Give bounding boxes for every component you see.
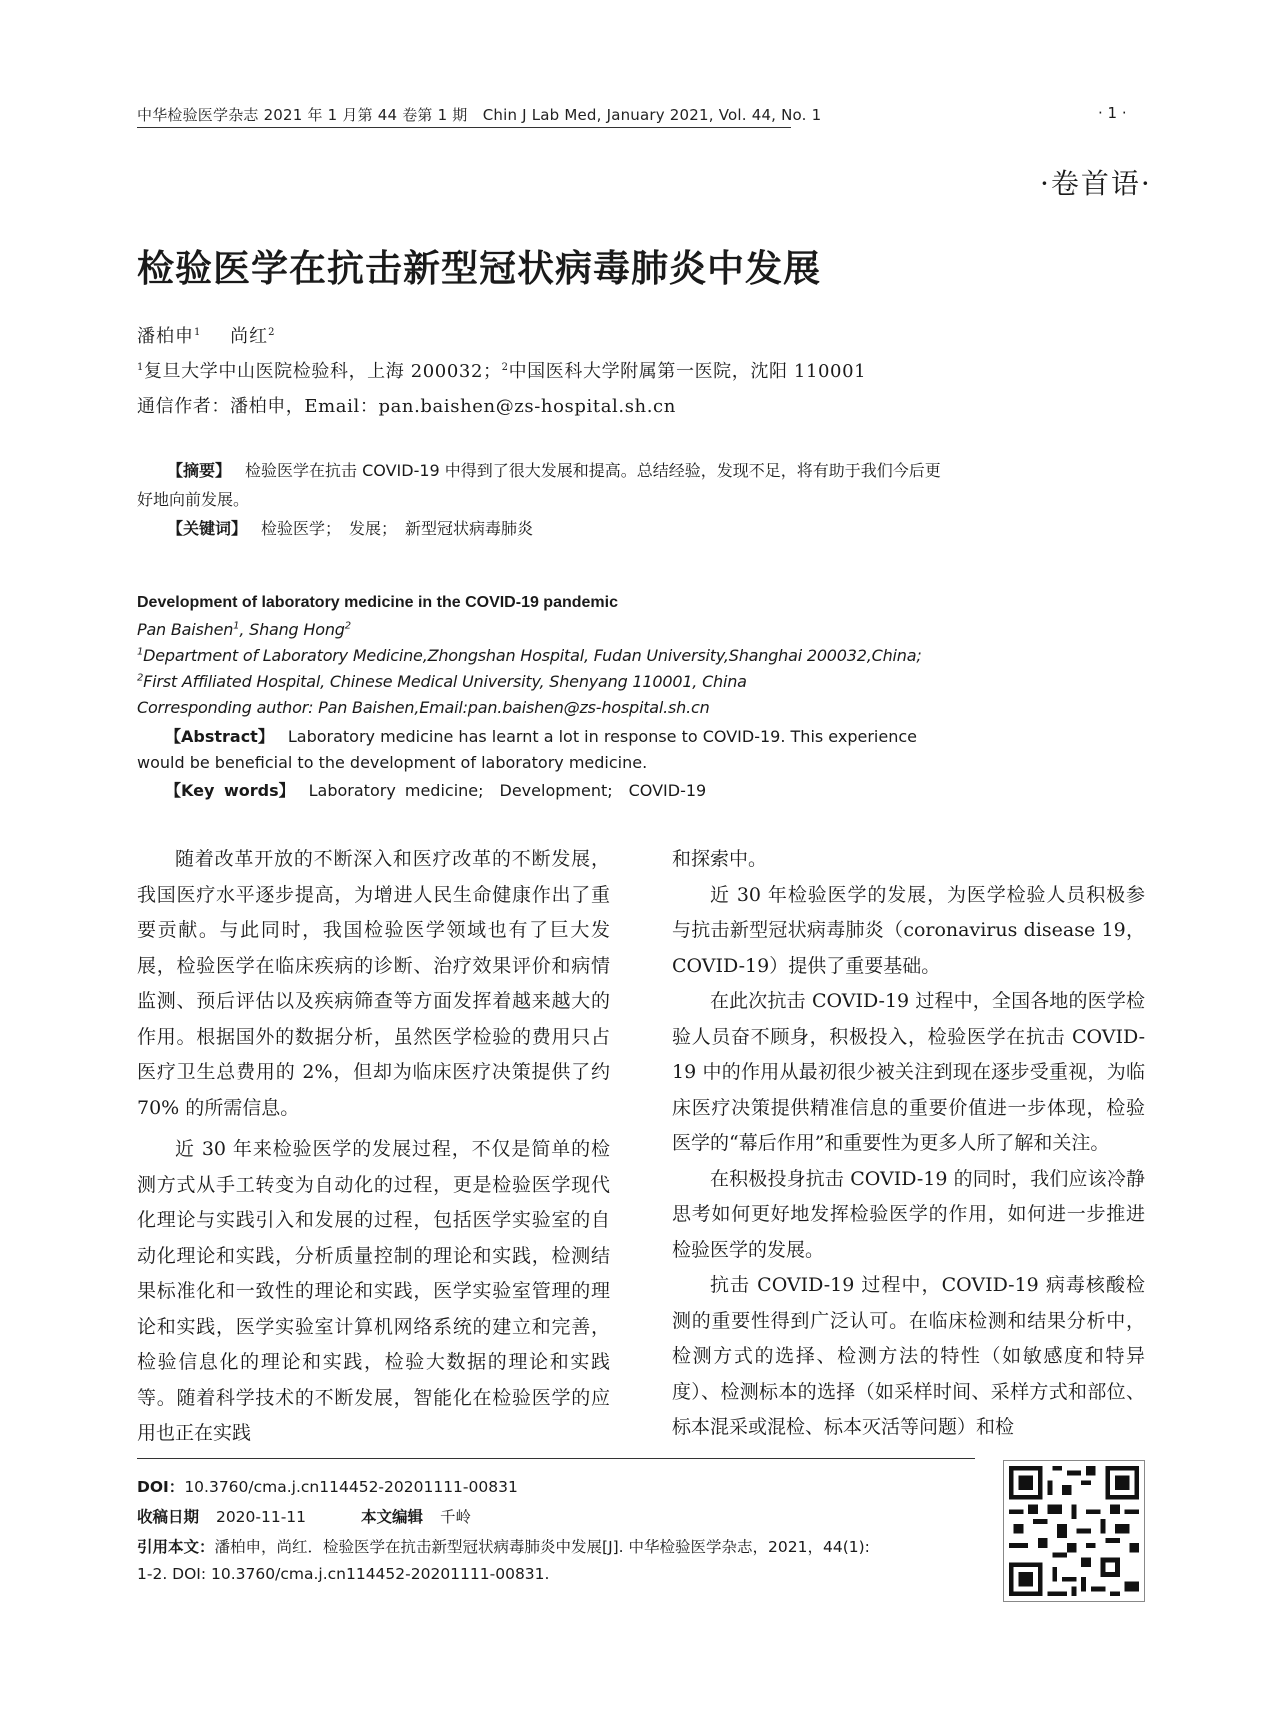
body-column-left (137, 842, 610, 1452)
citation-line-2: 1-2. DOI: 10.3760/cma.j.cn114452-20201111-00831. (137, 1565, 550, 1583)
author-affil-mark: 2 (268, 327, 276, 338)
english-title: Development of laboratory medicine in the COVID-19 pandemic (137, 594, 618, 611)
doi-label: DOI： (137, 1478, 185, 1496)
footnote-rule (137, 1458, 975, 1459)
affil-mark: 2 (501, 362, 509, 373)
english-authors (137, 620, 351, 639)
abstract-text: 检验医学在抗击 COVID-19 中得到了很大发展和提高。总结经验，发现不足，将有助于我们今后更好地向前发展。 (137, 461, 941, 509)
body-paragraph: 在积极投身抗击 COVID-19 的同时，我们应该冷静思考如何更好地发挥检验医学的作用，如何进一步推进检验医学的发展。 (672, 1167, 1145, 1261)
english-corresponding: Corresponding author: Pan Baishen,Email:pan.baishen@zs-hospital.sh.cn (137, 698, 710, 717)
keywords-text: Laboratory medicine; Development; COVID-19 (308, 781, 707, 800)
english-affiliation-2 (137, 672, 747, 691)
received-line (137, 1505, 471, 1527)
author-list (137, 322, 275, 348)
corresponding-author: 通信作者：潘柏申，Email：pan.baishen@zs-hospital.sh.cn (137, 396, 676, 417)
citation-line-1 (137, 1535, 870, 1557)
english-keywords (165, 778, 706, 801)
abstract-label: 【Abstract】 (165, 727, 274, 746)
journal-running-head: 中华检验医学杂志 2021 年 1 月第 44 卷第 1 期 Chin J Lab Med, January 2021, Vol. 44, No. 1 (137, 106, 822, 124)
author-name: 潘柏申 (137, 326, 194, 347)
doi-line (137, 1475, 518, 1497)
page-number: · 1 · (1098, 104, 1127, 122)
affil-mark: 1 (233, 620, 240, 632)
doi-value[interactable]: 10.3760/cma.j.cn114452-20201111-00831 (184, 1478, 518, 1496)
affiliations (137, 357, 866, 383)
affiliation-2: 中国医科大学附属第一医院，沈阳 110001 (508, 361, 867, 382)
chinese-abstract (137, 456, 952, 514)
chinese-keywords (167, 516, 533, 539)
body-paragraph: 近 30 年检验医学的发展，为医学检验人员积极参与抗击新型冠状病毒肺炎（coronavirus disease 19，COVID-19）提供了重要基础。 (672, 883, 1145, 977)
citation-label: 引用本文： (137, 1538, 215, 1556)
citation-text: 潘柏申，尚红．检验医学在抗击新型冠状病毒肺炎中发展[J]. 中华检验医学杂志，2021，44(1): (214, 1538, 870, 1556)
editor-name: 千岭 (439, 1508, 471, 1526)
abstract-label: 【摘要】 (167, 461, 232, 480)
keywords-label: 【Key words】 (165, 781, 295, 800)
body-paragraph: 在此次抗击 COVID-19 过程中，全国各地的医学检验人员奋不顾身，积极投入，检验医学在抗击 COVID-19 中的作用从最初很少被关注到现在逐步受重视，为临床医疗决策提供精准信息的重要价值进一步体现，检验医学的“幕后作用”和重要性为更多人所了解和关注。 (672, 990, 1145, 1154)
author-name: 尚红 (230, 326, 269, 347)
affiliation-1: 复旦大学中山医院检验科，上海 200032； (143, 361, 502, 382)
english-affiliation-1 (137, 646, 922, 665)
received-date: 2020-11-11 (215, 1508, 307, 1526)
english-abstract (137, 724, 952, 776)
affiliation-text: Department of Laboratory Medicine,Zhongshan Hospital, Fudan University,Shanghai 200032,China; (143, 646, 922, 665)
body-paragraph-continued: 和探索中。 (672, 848, 768, 870)
affiliation-text: First Affiliated Hospital, Chinese Medical University, Shenyang 110001, China (143, 672, 747, 691)
body-paragraph: 随着改革开放的不断深入和医疗改革的不断发展，我国医疗水平逐步提高，为增进人民生命健康作出了重要贡献。与此同时，我国检验医学领域也有了巨大发展，检验医学在临床疾病的诊断、治疗效果评价和病情监测、预后评估以及疾病筛查等方面发挥着越来越大的作用。根据国外的数据分析，虽然医学检验的费用只占医疗卫生总费用的 2%，但却为临床医疗决策提供了约 70% 的所需信息。 (137, 848, 610, 1119)
author-affil-mark: 1 (194, 327, 202, 338)
affil-mark: 2 (344, 620, 351, 632)
header-rule (137, 127, 791, 128)
keywords-label: 【关键词】 (167, 519, 248, 538)
affil-mark: 2 (137, 672, 144, 684)
body-paragraph: 抗击 COVID-19 过程中，COVID-19 病毒核酸检测的重要性得到广泛认可。在临床检测和结果分析中，检测方式的选择、检测方法的特性（如敏感度和特异度）、检测标本的选择（如采样时间、采样方式和部位、标本混采或混检、标本灭活等问题）和检 (672, 1274, 1145, 1438)
abstract-text: Laboratory medicine has learnt a lot in response to COVID-19. This experience would be beneficial to the development of laboratory medicine. (137, 727, 917, 772)
english-author: , Shang Hong (239, 620, 345, 639)
section-label: ·卷首语· (1040, 167, 1152, 200)
qr-code[interactable] (1003, 1460, 1145, 1602)
keywords-text: 检验医学； 发展； 新型冠状病毒肺炎 (261, 519, 534, 538)
received-label: 收稿日期 (137, 1508, 200, 1526)
english-author: Pan Baishen (137, 620, 234, 639)
body-column-right (672, 842, 1145, 1446)
body-paragraph: 近 30 年来检验医学的发展过程，不仅是简单的检测方式从手工转变为自动化的过程，更是检验医学现代化理论与实践引入和发展的过程，包括医学实验室的自动化理论和实践，分析质量控制的理论和实践，检测结果标准化和一致性的理论和实践，医学实验室管理的理论和实践，医学实验室计算机网络系统的建立和完善，检验信息化的理论和实践，检验大数据的理论和实践等。随着科学技术的不断发展，智能化在检验医学的应用也正在实践 (137, 1138, 610, 1444)
affil-mark: 1 (137, 646, 144, 658)
article-title: 检验医学在抗击新型冠状病毒肺炎中发展 (137, 247, 821, 290)
editor-label: 本文编辑 (360, 1508, 423, 1526)
affil-mark: 1 (137, 362, 144, 373)
